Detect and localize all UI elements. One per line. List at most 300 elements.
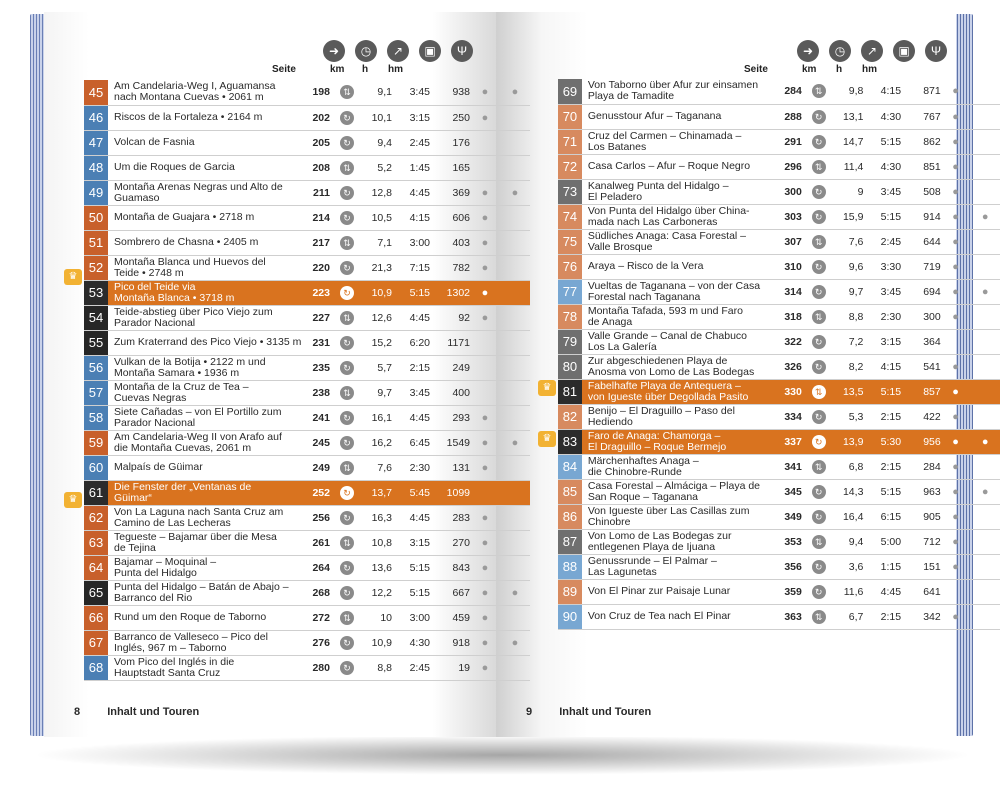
table-row xyxy=(558,329,1000,354)
tour-title xyxy=(582,429,776,454)
tour-title xyxy=(108,130,304,155)
tour-title xyxy=(582,579,776,604)
tour-title xyxy=(582,204,776,229)
bus-dot: ● xyxy=(941,429,971,454)
tour-title-line2: El Peladero xyxy=(587,190,643,203)
table-row xyxy=(558,204,1000,229)
food-dot xyxy=(500,355,530,380)
tour-elevation: 905 xyxy=(923,510,941,523)
tour-page: 310 xyxy=(784,260,802,273)
tour-number: 77 xyxy=(558,279,582,304)
table-row xyxy=(84,505,530,530)
tour-title xyxy=(108,155,304,180)
right-header-icons xyxy=(797,40,957,62)
bus-dot xyxy=(470,480,500,505)
table-row xyxy=(84,355,530,380)
tour-title-line1: Von Punta del Hidalgo über China- xyxy=(587,204,750,217)
food-dot xyxy=(970,129,1000,154)
route-type-icon: ↻ xyxy=(812,510,826,524)
bus-dot: ● xyxy=(952,135,959,148)
route-type-icon: ↻ xyxy=(340,211,354,225)
tour-hours: 4:30 xyxy=(880,160,902,173)
table-row xyxy=(84,530,530,555)
tour-title-line1: Benijo – El Draguillo – Paso del xyxy=(587,404,735,417)
tour-elevation: 963 xyxy=(923,485,941,498)
food-dot xyxy=(970,554,1000,579)
tour-elevation: 1171 xyxy=(447,336,470,349)
tour-title-line1: Genussrunde – El Palmar – xyxy=(587,554,717,567)
table-row xyxy=(84,555,530,580)
tour-title-line2: Camino de Las Lecheras xyxy=(114,516,231,529)
route-type-icon: ↻ xyxy=(340,636,354,650)
food-dot xyxy=(500,330,530,355)
tour-type xyxy=(802,104,836,129)
tour-title-line1: Montaña Tafada, 593 m und Faro xyxy=(587,304,743,317)
food-dot xyxy=(970,504,1000,529)
tour-type xyxy=(330,155,364,180)
tour-type xyxy=(802,504,836,529)
table-row xyxy=(84,230,530,255)
route-type-icon: ⇅ xyxy=(812,385,826,399)
bus-dot: ● xyxy=(470,280,500,305)
route-type-icon: ↻ xyxy=(340,361,354,375)
tour-page: 296 xyxy=(784,160,802,173)
food-dot xyxy=(500,455,530,480)
left-footer xyxy=(74,706,199,718)
tour-page: 238 xyxy=(312,386,330,399)
tour-km: 16,1 xyxy=(371,411,392,424)
tour-hours: 5:15 xyxy=(880,210,902,223)
tour-elevation: 914 xyxy=(923,210,941,223)
tour-hours: 1:15 xyxy=(880,560,902,573)
bus-dot: ● xyxy=(481,411,489,424)
tour-elevation: 857 xyxy=(901,379,941,404)
tour-hours: 6:45 xyxy=(409,436,430,449)
tour-elevation: 862 xyxy=(923,135,941,148)
page-number: 9 xyxy=(526,706,533,718)
tour-number: 87 xyxy=(558,529,582,554)
tour-elevation: 644 xyxy=(923,235,941,248)
tour-hours: 2:30 xyxy=(880,310,902,323)
tour-hours: 3:45 xyxy=(880,285,902,298)
route-type-icon: ↻ xyxy=(340,511,354,525)
bus-dot xyxy=(941,579,971,604)
bus-dot: ● xyxy=(481,461,489,474)
route-type-icon: ⇅ xyxy=(812,535,826,549)
tour-number: 75 xyxy=(558,229,582,254)
fork-knife-icon: Ψ xyxy=(451,40,473,62)
food-dot xyxy=(970,79,1000,104)
tour-hours: 2:15 xyxy=(880,610,902,623)
tour-number: 81 xyxy=(558,379,582,404)
tour-title-line1: Casa Carlos – Afur – Roque Negro xyxy=(587,160,751,172)
tour-title-line2: Guamaso xyxy=(114,191,160,204)
tour-km: 6,7 xyxy=(848,610,864,623)
route-type-icon: ⇅ xyxy=(812,310,826,324)
tour-title-line1: Malpaís de Güimar xyxy=(114,461,203,473)
tour-title-line1: Barranco de Valleseco – Pico del xyxy=(114,630,268,643)
tour-title-line2: San Roque – Taganana xyxy=(587,490,698,503)
bus-dot xyxy=(470,380,500,405)
route-type-icon: ↻ xyxy=(340,411,354,425)
tour-number: 51 xyxy=(84,230,108,255)
tour-elevation: 871 xyxy=(923,85,941,98)
tour-elevation: 422 xyxy=(923,410,941,423)
tour-hours: 4:15 xyxy=(409,211,430,224)
tour-type xyxy=(802,79,836,104)
table-row xyxy=(558,579,1000,604)
food-dot xyxy=(970,254,1000,279)
bus-dot xyxy=(470,155,500,180)
food-dot xyxy=(500,255,530,280)
route-type-icon: ⇅ xyxy=(340,85,354,99)
tour-page: 231 xyxy=(312,336,330,349)
tour-hours: 3:15 xyxy=(409,536,430,549)
food-dot xyxy=(500,205,530,230)
tour-page: 326 xyxy=(784,360,802,373)
tour-title-line1: Von El Pinar zur Paisaje Lunar xyxy=(587,585,731,597)
tour-hours: 5:00 xyxy=(880,535,902,548)
tour-hours: 5:15 xyxy=(880,485,902,498)
tour-title-line1: Siete Cañadas – von El Portillo zum xyxy=(114,405,282,418)
tour-page: 208 xyxy=(312,161,330,174)
tour-page: 214 xyxy=(312,211,330,224)
tour-number: 85 xyxy=(558,479,582,504)
tour-title-line2: Montaña Blanca • 3718 m xyxy=(114,291,235,304)
tour-hours: 2:15 xyxy=(409,361,430,374)
table-row xyxy=(84,455,530,480)
table-row xyxy=(558,104,1000,129)
food-dot xyxy=(500,605,530,630)
bus-icon: ▣ xyxy=(419,40,441,62)
bus-dot: ● xyxy=(952,360,959,373)
tour-number: 46 xyxy=(84,105,108,130)
tour-title-line2: mada nach Las Carboneras xyxy=(587,215,718,228)
food-dot xyxy=(500,280,530,305)
food-dot: ● xyxy=(970,429,1000,454)
tour-number: 78 xyxy=(558,304,582,329)
tour-page: 268 xyxy=(312,586,330,599)
table-row xyxy=(84,180,530,205)
tour-title xyxy=(582,304,776,329)
col-hm: hm xyxy=(388,64,403,75)
tour-km: 11,4 xyxy=(843,160,864,173)
food-dot xyxy=(970,329,1000,354)
tour-km: 16,3 xyxy=(371,511,392,524)
table-row xyxy=(84,605,530,630)
tour-hours: 5:15 xyxy=(863,379,901,404)
food-dot xyxy=(500,555,530,580)
tour-title-line1: Montaña de Guajara • 2718 m xyxy=(114,211,255,223)
tour-type xyxy=(330,580,364,605)
clock-icon: ◷ xyxy=(829,40,851,62)
tour-title-line1: Faro de Anaga: Chamorga – xyxy=(587,429,721,442)
table-row xyxy=(84,480,530,505)
tour-elevation: 938 xyxy=(452,86,470,99)
tour-title xyxy=(108,530,304,555)
table-row xyxy=(84,105,530,130)
tour-hours: 3:45 xyxy=(409,386,430,399)
food-dot xyxy=(970,379,1000,404)
tour-title xyxy=(582,404,776,429)
tour-type xyxy=(330,455,364,480)
tour-title-line1: Araya – Risco de la Vera xyxy=(587,260,704,272)
signpost-icon: ➜ xyxy=(323,40,345,62)
food-dot: ● xyxy=(981,485,989,498)
tour-hours: 4:45 xyxy=(880,585,902,598)
bus-dot: ● xyxy=(481,211,489,224)
food-dot xyxy=(970,604,1000,629)
page-number: 8 xyxy=(74,706,81,718)
tour-elevation: 250 xyxy=(452,111,470,124)
tour-number: 90 xyxy=(558,604,582,629)
tour-title xyxy=(108,655,304,680)
tour-title xyxy=(582,479,776,504)
tour-page: 300 xyxy=(784,185,802,198)
tour-number: 67 xyxy=(84,630,108,655)
bus-dot: ● xyxy=(481,661,489,674)
tour-title-line2: die Montaña Cuevas, 2061 m xyxy=(114,441,252,454)
tour-title-line1: Von Lomo de Las Bodegas zur xyxy=(587,529,732,542)
tour-hours: 4:15 xyxy=(880,360,902,373)
tour-type xyxy=(330,630,364,655)
food-dot: ● xyxy=(511,636,519,649)
tour-hours: 6:15 xyxy=(880,510,902,523)
tour-title-line1: Von La Laguna nach Santa Cruz am xyxy=(114,505,284,518)
tour-hours: 5:30 xyxy=(863,429,901,454)
clock-icon: ◷ xyxy=(355,40,377,62)
food-dot xyxy=(500,505,530,530)
tour-title xyxy=(582,79,776,104)
tour-type xyxy=(802,479,836,504)
tour-km: 9 xyxy=(857,185,864,198)
tour-page: 249 xyxy=(312,461,330,474)
tour-page: 307 xyxy=(784,235,802,248)
tour-elevation: 364 xyxy=(923,335,941,348)
tour-km: 10,1 xyxy=(371,111,392,124)
route-type-icon: ⇅ xyxy=(340,461,354,475)
tour-elevation: 541 xyxy=(923,360,941,373)
tour-elevation: 92 xyxy=(458,311,470,324)
tour-km: 8,8 xyxy=(377,661,392,674)
tour-title-line1: Fabelhafte Playa de Antequera – xyxy=(587,379,741,392)
tour-page: 349 xyxy=(784,510,802,523)
tour-elevation: 369 xyxy=(452,186,470,199)
tour-title-line1: Cruz del Carmen – Chinamada – xyxy=(587,129,742,142)
tour-title xyxy=(108,580,304,605)
bus-icon: ▣ xyxy=(893,40,915,62)
tour-page: 272 xyxy=(312,611,330,624)
tour-km: 7,2 xyxy=(848,335,864,348)
tour-title-line1: Von Taborno über Afur zur einsamen xyxy=(587,79,759,92)
tour-type xyxy=(330,480,364,505)
tour-title xyxy=(108,455,304,480)
tour-number: 71 xyxy=(558,129,582,154)
table-row xyxy=(84,630,530,655)
table-row xyxy=(558,179,1000,204)
tour-number: 58 xyxy=(84,405,108,430)
tour-km: 8,8 xyxy=(848,310,864,323)
tour-number: 68 xyxy=(84,655,108,680)
bus-dot: ● xyxy=(481,511,489,524)
tour-hours: 6:20 xyxy=(409,336,430,349)
tour-title xyxy=(582,529,776,554)
tour-title xyxy=(108,405,304,430)
route-type-icon: ⇅ xyxy=(812,610,826,624)
bus-dot: ● xyxy=(952,235,959,248)
tour-title-line1: Sombrero de Chasna • 2405 m xyxy=(114,236,259,248)
tour-hours: 3:30 xyxy=(880,260,902,273)
route-type-icon: ↻ xyxy=(340,286,354,300)
tour-hours: 2:15 xyxy=(880,410,902,423)
tour-type xyxy=(330,430,364,455)
tour-elevation: 782 xyxy=(452,261,470,274)
tour-type xyxy=(330,130,364,155)
table-row xyxy=(558,279,1000,304)
bus-dot: ● xyxy=(481,536,489,549)
tour-type xyxy=(330,530,364,555)
tour-page: 337 xyxy=(776,429,802,454)
table-row xyxy=(84,430,530,455)
tour-title-line2: de Anaga xyxy=(587,315,633,328)
tour-elevation: 293 xyxy=(452,411,470,424)
tour-page: 264 xyxy=(312,561,330,574)
bus-dot: ● xyxy=(481,186,489,199)
food-dot: ● xyxy=(981,210,989,223)
tour-type xyxy=(330,330,364,355)
tour-title-line1: Zur abgeschiedenen Playa de xyxy=(587,354,728,367)
tour-type xyxy=(330,80,364,105)
tour-title xyxy=(108,480,304,505)
tour-km: 14,7 xyxy=(842,135,864,148)
bus-dot xyxy=(470,130,500,155)
tour-km: 12,6 xyxy=(371,311,392,324)
tour-title-line2: Chinobre xyxy=(587,515,631,528)
table-row xyxy=(558,479,1000,504)
table-row xyxy=(84,155,530,180)
tour-type xyxy=(802,379,836,404)
tour-title xyxy=(108,380,304,405)
tour-elevation: 508 xyxy=(923,185,941,198)
tour-title xyxy=(582,454,776,479)
food-dot: ● xyxy=(511,186,519,199)
col-km: km xyxy=(330,64,345,75)
tour-km: 5,7 xyxy=(377,361,392,374)
tour-title-line1: Von Cruz de Tea nach El Pinar xyxy=(587,610,731,622)
tour-page: 291 xyxy=(784,135,802,148)
table-row xyxy=(84,655,530,680)
tour-elevation: 956 xyxy=(901,429,941,454)
food-dot xyxy=(970,179,1000,204)
bus-dot: ● xyxy=(952,560,959,573)
tour-title xyxy=(108,280,304,305)
crown-icon: ♛ xyxy=(538,380,556,396)
tour-number: 63 xyxy=(84,530,108,555)
bus-dot: ● xyxy=(481,436,489,449)
table-row xyxy=(84,255,530,280)
tour-number: 83 xyxy=(558,429,582,454)
tour-elevation: 176 xyxy=(452,136,470,149)
tour-km: 16,2 xyxy=(371,436,392,449)
route-type-icon: ↻ xyxy=(812,560,826,574)
tour-number: 79 xyxy=(558,329,582,354)
left-header-icons xyxy=(323,40,483,62)
tour-title xyxy=(108,555,304,580)
tour-type xyxy=(330,405,364,430)
tour-title xyxy=(582,504,776,529)
tour-title xyxy=(582,279,776,304)
tour-title-line1: Vom Pico del Inglés in die xyxy=(114,655,235,668)
tour-title xyxy=(108,505,304,530)
tour-type xyxy=(802,554,836,579)
tour-page: 318 xyxy=(784,310,802,323)
table-row xyxy=(84,280,530,305)
tour-title-line1: Am Candelaria-Weg I, Aguamansa xyxy=(114,80,276,93)
tour-title-line1: Casa Forestal – Almáciga – Playa de xyxy=(587,479,761,492)
tour-title xyxy=(108,180,304,205)
tour-type xyxy=(330,305,364,330)
food-dot: ● xyxy=(981,285,989,298)
tour-elevation: 767 xyxy=(923,110,941,123)
tour-title-line1: Volcan de Fasnia xyxy=(114,136,195,148)
tour-km: 11,6 xyxy=(843,585,864,598)
tour-km: 13,7 xyxy=(364,480,392,505)
route-type-icon: ↻ xyxy=(812,185,826,199)
tour-title-line1: Montaña Blanca und Huevos del xyxy=(114,255,266,268)
route-type-icon: ↻ xyxy=(340,436,354,450)
tour-km: 10 xyxy=(380,611,392,624)
table-row xyxy=(558,429,1000,454)
tour-page: 211 xyxy=(313,186,330,199)
tour-km: 9,1 xyxy=(377,86,392,99)
tour-km: 9,7 xyxy=(848,285,864,298)
tour-page: 322 xyxy=(784,335,802,348)
tour-type xyxy=(802,604,836,629)
book-shadow xyxy=(30,735,975,775)
table-row xyxy=(558,404,1000,429)
route-type-icon: ↻ xyxy=(812,435,826,449)
tour-title-line1: Bajamar – Moquinal – xyxy=(114,555,217,568)
food-dot: ● xyxy=(511,86,519,99)
tour-title-line1: Punta del Hidalgo – Batán de Abajo – xyxy=(114,580,289,593)
table-row xyxy=(558,154,1000,179)
tour-type xyxy=(802,204,836,229)
food-dot xyxy=(500,230,530,255)
tour-type xyxy=(802,279,836,304)
tour-km: 13,9 xyxy=(836,429,864,454)
tour-title xyxy=(582,154,776,179)
tour-type xyxy=(802,229,836,254)
compass-icon: ↗ xyxy=(387,40,409,62)
tour-title-line2: de Tejina xyxy=(114,541,156,554)
tour-number: 88 xyxy=(558,554,582,579)
tour-title-line2: Parador Nacional xyxy=(114,316,196,329)
food-dot xyxy=(500,405,530,430)
food-dot xyxy=(970,304,1000,329)
food-dot xyxy=(970,104,1000,129)
route-type-icon: ↻ xyxy=(340,111,354,125)
tour-title xyxy=(582,179,776,204)
tour-km: 10,8 xyxy=(371,536,392,549)
tour-title-line2: Teide • 2748 m xyxy=(114,266,184,279)
route-type-icon: ↻ xyxy=(812,485,826,499)
tour-title-line1: Märchenhaftes Anaga – xyxy=(587,454,699,467)
tour-title-line1: Teide-abstieg über Pico Viejo zum xyxy=(114,305,273,318)
bus-dot: ● xyxy=(952,110,959,123)
crown-icon: ♛ xyxy=(64,492,82,508)
table-row xyxy=(84,130,530,155)
table-row xyxy=(558,304,1000,329)
